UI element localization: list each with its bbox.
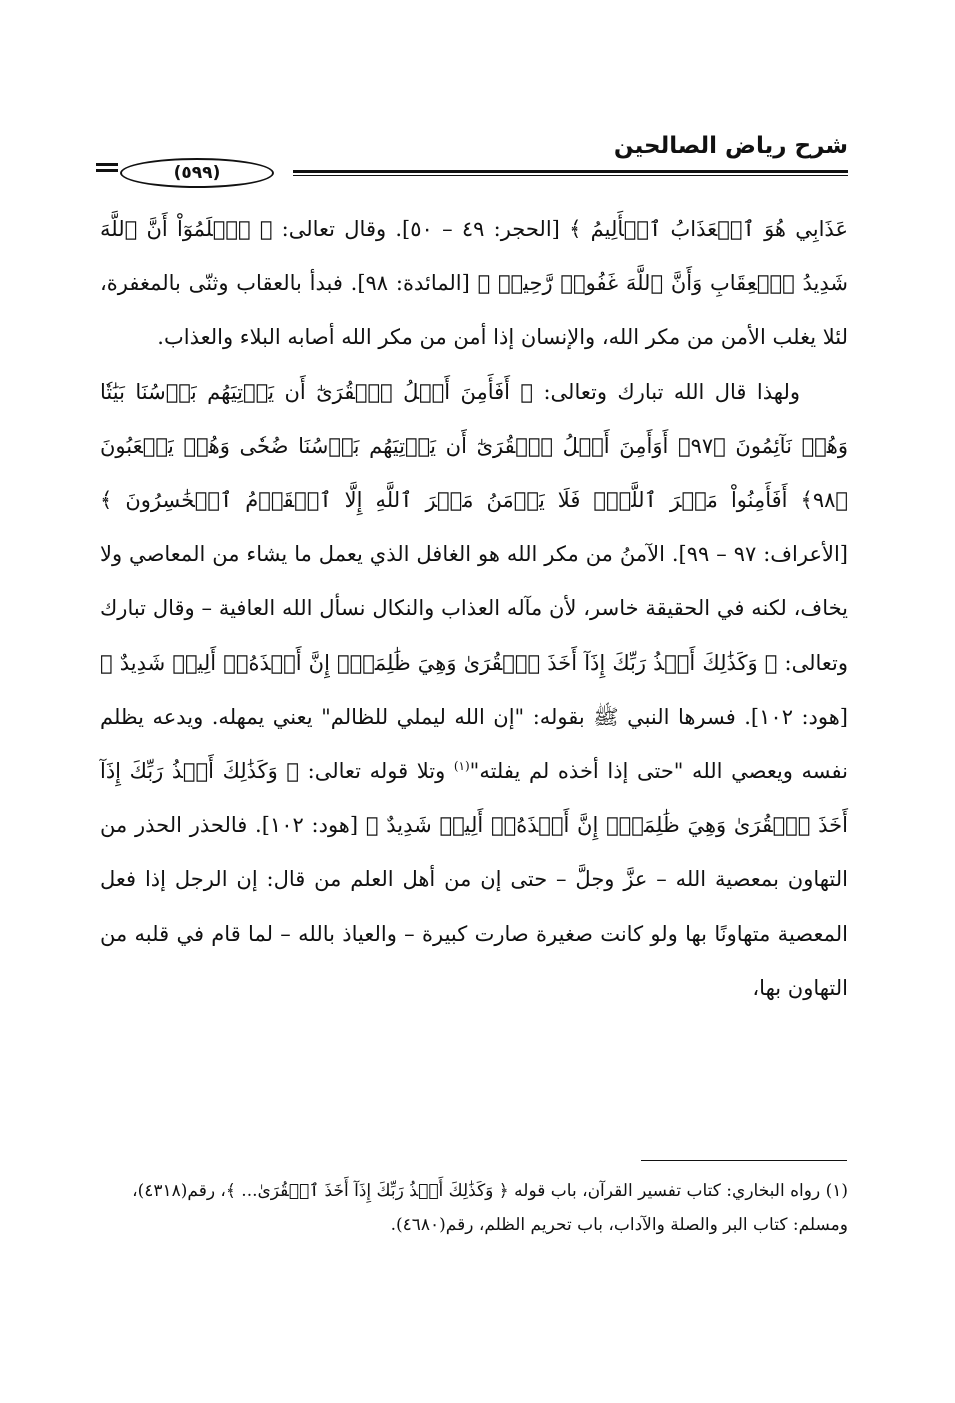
paragraph-2-text: ولهذا قال الله تبارك وتعالى: ﴿ أَفَأَمِنَ أَهۡلُ ٱلۡقُرَىٰٓ أَن يَأۡتِيَهُم بَأۡسُنَا بَيَٰتٗا وَهُمۡ نَآئِمُونَ ﴿٩٧﴾ أَوَأَمِنَ أَهۡلُ ٱلۡقُرَىٰٓ أَن يَأۡتِيَهُم بَأۡسُنَا ضُحٗى وَهُمۡ يَلۡعَبُونَ ﴿٩٨﴾ أَفَأَمِنُواْ مَكۡرَ ٱللَّهِۚ فَلَا يَأۡمَنُ مَكۡرَ ٱللَّهِ إِلَّا ٱلۡقَوۡمُ ٱلۡخَٰسِرُونَ ﴾ [الأعراف: ٩٧ – ٩٩]. الآمنُ من مكر الله هو الغافل الذي يعمل ما يشاء من المعاصي ولا يخاف، لكنه في الحقيقة خاسر، لأن مآله العذاب والنكال نسأل الله العافية – وقال تبارك وتعالى: ﴿ وَكَذَٰلِكَ أَخۡذُ رَبِّكَ إِذَآ أَخَذَ ٱلۡقُرَىٰ وَهِيَ ظَٰلِمَةٌۚ إِنَّ أَخۡذَهُۥٓ أَلِيمٞ شَدِيدٌ ﴾ [هود: ١٠٢]. فسرها النبي ﷺ بقوله: "إن الله ليملي للظالم" يعني يمهله. ويدعه يظلم نفسه ويعصي الله "حتى إذا أخذه لم يفلته" <box>100 379 849 784</box>
main-text <box>100 202 848 1015</box>
paragraph-1-text: عَذَابِي هُوَ ٱلۡعَذَابُ ٱلۡأَلِيمُ ﴾ [الحجر: ٤٩ – ٥٠]. وقال تعالى: ﴿ ٱعۡلَمُوٓاْ أَنَّ ٱللَّهَ شَدِيدُ ٱلۡعِقَابِ وَأَنَّ ٱللَّهَ غَفُورٞ رَّحِيمٞ ﴾ [المائدة: ٩٨]. فبدأ بالعقاب وثنّى بالمغفرة، لئلا يغلب الأمن من مكر الله، والإنسان إذا أمن من مكر الله أصابه البلاء والعذاب. <box>100 217 848 350</box>
page-number: (٥٩٩) <box>120 158 274 188</box>
paragraph-2-continued: وتلا قوله تعالى: ﴿ وَكَذَٰلِكَ أَخۡذُ رَبِّكَ إِذَآ أَخَذَ ٱلۡقُرَىٰ وَهِيَ ظَٰلِمَةٌۚ إِنَّ أَخۡذَهُۥٓ أَلِيمٞ شَدِيدٌ ﴾ [هود: ١٠٢]. فالحذر الحذر من التهاون بمعصية الله – عزَّ وجلَّ – حتى إن من أهل العلم من قال: إن الرجل إذا فعل المعصية متهاونًا بها ولو كانت صغيرة صارت كبيرة – والعياذ بالله – لما قام في قلبه من التهاون بها، <box>100 759 848 1000</box>
footnote-separator <box>641 1160 847 1161</box>
book-title: شرح رياض الصالحين <box>613 133 848 159</box>
header-rule <box>293 170 848 173</box>
footnote-marker: (١) <box>453 759 470 774</box>
paragraph <box>100 365 848 1015</box>
page-header <box>96 126 848 186</box>
header-rule-thin <box>293 175 848 176</box>
footnote: (١) رواه البخاري: كتاب تفسير القرآن، باب قوله ﴿ وَكَذَٰلِكَ أَخۡذُ رَبِّكَ إِذَآ أَخَذَ ٱلۡقُرَىٰ... ﴾، رقم(٤٣١٨)، ومسلم: كتاب البر والصلة والآداب، باب تحريم الظلم، رقم(٤٦٨٠). <box>132 1181 848 1235</box>
page-number-ornament <box>96 163 118 179</box>
paragraph <box>100 202 848 365</box>
